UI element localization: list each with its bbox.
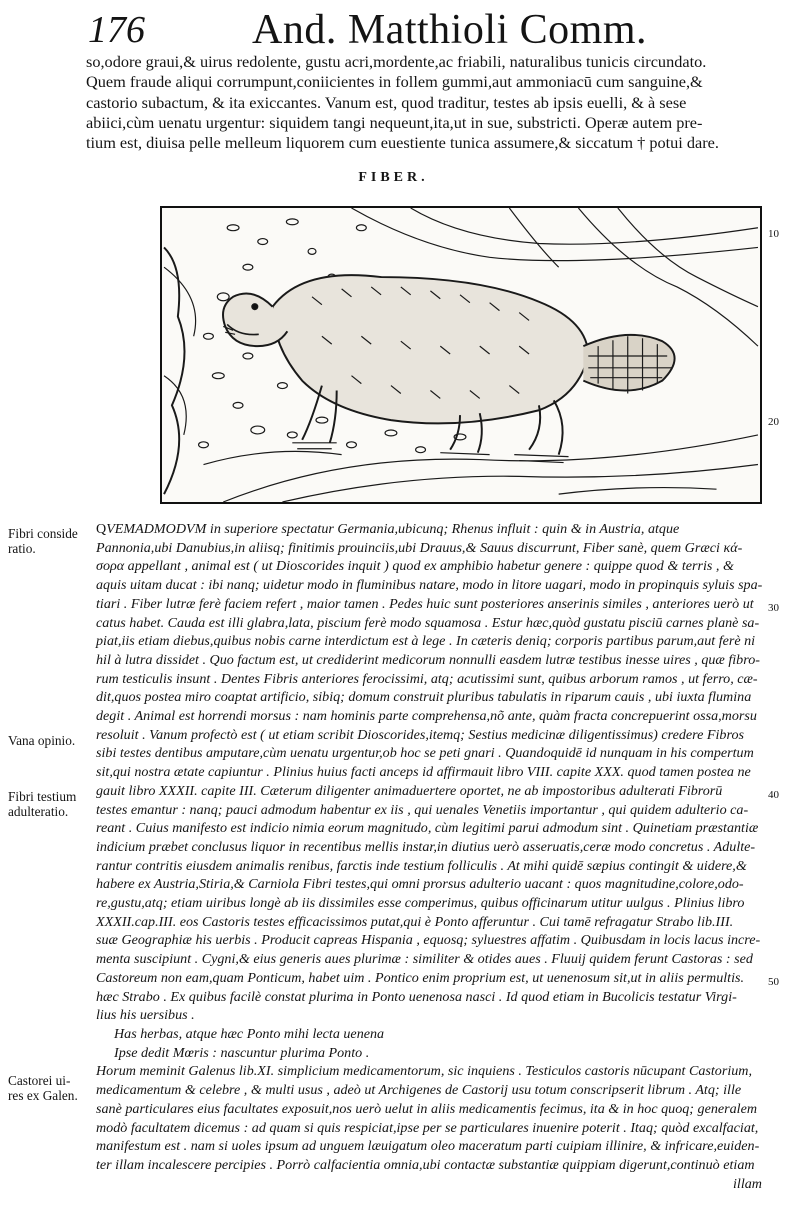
body-line: rum testiculis insunt . Dentes Fibris anteriores ferocissimi, atq; acutissimi sunt, quibus arborum ramos , ut ferro, cæ- bbox=[96, 670, 758, 687]
figure-title: FIBER. bbox=[358, 170, 429, 185]
line-number: 30 bbox=[768, 602, 779, 614]
margin-note bbox=[8, 790, 88, 819]
body-line: gauit libro XXXII. capite III. Cæterum diligenter animaduertere oportet, ne ab impostoribus adulterati Fibrorū bbox=[96, 782, 723, 799]
body-line: indicium præbet conclusus liquor in recentibus mellis instar,in diutius uerò asseruatis,ceræ modo concretus . Adulte- bbox=[96, 838, 756, 855]
body-line: suæ Geographiæ his uerbis . Producit capreas Hispania , equosq; syluestres affatim . Quibusdam in locis lacus incre- bbox=[96, 932, 761, 949]
body-line: resoluit . Vanum profectò est ( ut etiam scribit Dioscorides,itemq; Sestius medicinæ diligentissimus) credere Fibros bbox=[96, 726, 744, 743]
catchword: illam bbox=[733, 1175, 762, 1192]
body-line: tiari . Fiber lutræ ferè faciem refert , maior tamen . Pedes huic sunt posteriores anserinis similes , anteriores uerò ut bbox=[96, 595, 754, 612]
body-line: aquis uitam ducat : ibi nanq; uidetur modo in fluminibus natare, modo in litore uagari, modo in propinquis syluis spa- bbox=[96, 577, 763, 594]
body-line: Horum meminit Galenus lib.XI. simplicium medicamentorum, sic inquiens . Testiculos castoris nūcupant Castorium, bbox=[96, 1063, 752, 1080]
body-line: dit,quos postea miro coaptat artificio, sibiq; domum construit pluribus tabulatis in riparum cauis , ubi iuxta flumina bbox=[96, 689, 752, 706]
margin-note-line: Fibri conside bbox=[8, 526, 78, 541]
line-number: 10 bbox=[768, 228, 779, 240]
line-number: 20 bbox=[768, 416, 779, 428]
body-line: degit . Animal est horrendi morsus : nam hominis parte comprehensa,nõ ante, quàm fracta concrepuerint ossa,morsu bbox=[96, 708, 757, 725]
body-line: sibi testes dentibus amputare,cùm uenatu urgentur,ob hoc se peti gnari . Quandoquidē id nunquam in his compertum bbox=[96, 745, 754, 762]
margin-note bbox=[8, 1074, 88, 1103]
body-line: QVEMADMODVM in superiore spectatur Germania,ubicunq; Rhenus influit : quin & in Austria, atque bbox=[96, 521, 680, 537]
body-line: piat,iis etiam diebus,quibus nobis carne interdictum est à lege . In cæteris deniq; corporis partibus parum,aut ferè ni bbox=[96, 633, 756, 650]
body-line: ter illam incalescere percipies . Porrò calfacientia omnia,ubi contactæ substantiæ quippiam digerunt,continuò etiam bbox=[96, 1156, 755, 1173]
body-line: modò facultatem dicemus : ad quam si quis respiciat,ipse per se particulares inuenire poterit . Itaq; quòd excalfaciat, bbox=[96, 1119, 759, 1136]
body-line: σορα appellant , animal est ( ut Dioscorides inquit ) quod ex amphibio habetur genere : quippe quod & terris , & bbox=[96, 558, 734, 575]
body-line: reant . Cuius manifesto est indicio nimia eorum magnitudo, cùm legitimi parui admodum sint . Quinetiam præstantiæ bbox=[96, 820, 759, 837]
beaver-woodcut-svg bbox=[162, 208, 760, 502]
body-line: rantur contritis eiusdem animalis renibus, farctis inde testium folliculis . At mihi quidē sæpius contingit & uidere,& bbox=[96, 857, 747, 874]
page-number: 176 bbox=[88, 9, 145, 51]
body-line: lius his uersibus . bbox=[96, 1007, 195, 1024]
body-line: menta suscipiunt . Cygni,& eius generis aues plurimæ : similiter & otides aues . Fluuij quidem ferunt Castoras : sed bbox=[96, 951, 753, 968]
body-line: catus habet. Cauda est illi glabra,lata, piscium ferè modo squamosa . Estur hæc,quòd gustatu pisciū carnes planè sa- bbox=[96, 614, 760, 631]
body-line: Pannonia,ubi Danubius,in aliisq; finitimis prouinciis,ubi Drauus,& Sauus discurrunt, Fiber sanè, quem Græci κά- bbox=[96, 539, 743, 556]
body-line: manifestum est . nam si uoles ipsum ad unguem læuigatum oleo maceratum parti cuipiam illinire, & infricare,euiden- bbox=[96, 1138, 760, 1155]
margin-note-line: res ex Galen. bbox=[8, 1087, 78, 1103]
body-line: sit,qui nostra ætate capiuntur . Plinius huius facti anceps id affirmauit libro VIII. capite XXX. quod tamen postea ne bbox=[96, 764, 751, 781]
intro-line: Quem fraude aliqui corrumpunt,coniicientes in follem gummi,aut ammoniacū cum sanguine,& bbox=[86, 72, 703, 92]
page-header bbox=[80, 6, 770, 54]
beaver-woodcut-illustration bbox=[160, 206, 762, 504]
body-line: habere ex Austria,Stiria,& Carniola Fibri testes,qui omni prorsus adulterio uacant : quos magnitudine,colore,odo- bbox=[96, 876, 744, 893]
body-line: hæc Strabo . Ex quibus facilè constat plurima in Ponto uenenosa nasci . Id quod etiam in Bucolicis testatur Virgi- bbox=[96, 988, 737, 1005]
intro-line: abiici,cùm uenatu urgentur: siquidem tangi nequeunt,ita,ut in sue, substricti. Operæ autem pre- bbox=[86, 112, 703, 132]
body-line: Castoreum non eam,quam Ponticum, habet uim . Pontico enim proprium est, ut uenenosum sit,ut in aliis permultis. bbox=[96, 969, 745, 986]
verse-line: Ipse dedit Mœris : nascuntur plurima Ponto . bbox=[114, 1044, 370, 1061]
intro-paragraph bbox=[86, 52, 776, 153]
body-line: testes emantur : nanq; pauci admodum habentur ex iis , qui uenales Venetiis importantur , qui quidem adulterio ca- bbox=[96, 801, 749, 818]
running-head: And. Matthioli Comm. bbox=[252, 7, 648, 53]
margin-note-line: adulteratio. bbox=[8, 803, 69, 819]
body-line: hil à lutra dissidet . Quo factum est, ut crediderint medicorum nonnulli easdem lutræ testibus inesse uires , quæ fibro- bbox=[96, 651, 760, 668]
line-number: 50 bbox=[768, 976, 779, 988]
line-number: 40 bbox=[768, 789, 779, 801]
body-line: XXXII.cap.III. eos Castoris testes efficacissimos putat,qui è Ponto afferuntur . Cui tamē refragatur Strabo lib.III. bbox=[96, 913, 734, 930]
main-commentary bbox=[96, 520, 762, 1193]
verse-line: Has herbas, atque hæc Ponto mihi lecta uenena bbox=[114, 1025, 385, 1042]
margin-note-line: Vana opinio. bbox=[8, 733, 76, 748]
body-line: sanè particulares eius facultates exposuit,nos uerò uelut in aliis medicamentis fecimus, ita & in hoc quoq; generalem bbox=[96, 1100, 758, 1117]
body-line: medicamentum & celebre , & multi usus , adeò ut Archigenes de Castorij usu totum conscripserit librum . Atq; ille bbox=[96, 1082, 742, 1099]
margin-note-line: Castorei ui- bbox=[8, 1073, 71, 1088]
intro-line: tium est, diuisa pelle melleum liquorem cum euestiente tunica assumere,& siccatum † potui dare. bbox=[86, 133, 719, 153]
margin-note bbox=[8, 734, 88, 749]
margin-note bbox=[8, 527, 88, 556]
intro-line: so,odore graui,& uirus redolente, gustu acri,mordente,ac friabili, naturalibus tunicis circundato. bbox=[86, 52, 707, 71]
body-line: re,gustu,atq; etiam uiribus longè ab iis dissimiles esse comperimus, quibus officinarum utitur uulgus . Plinius libro bbox=[96, 895, 745, 912]
margin-note-line: ratio. bbox=[8, 540, 36, 556]
intro-line: castorio subactum, & ita exiccantes. Vanum est, quod traditur, testes ab ipsis euelli, & à sese bbox=[86, 92, 687, 112]
margin-note-line: Fibri testium bbox=[8, 789, 77, 804]
